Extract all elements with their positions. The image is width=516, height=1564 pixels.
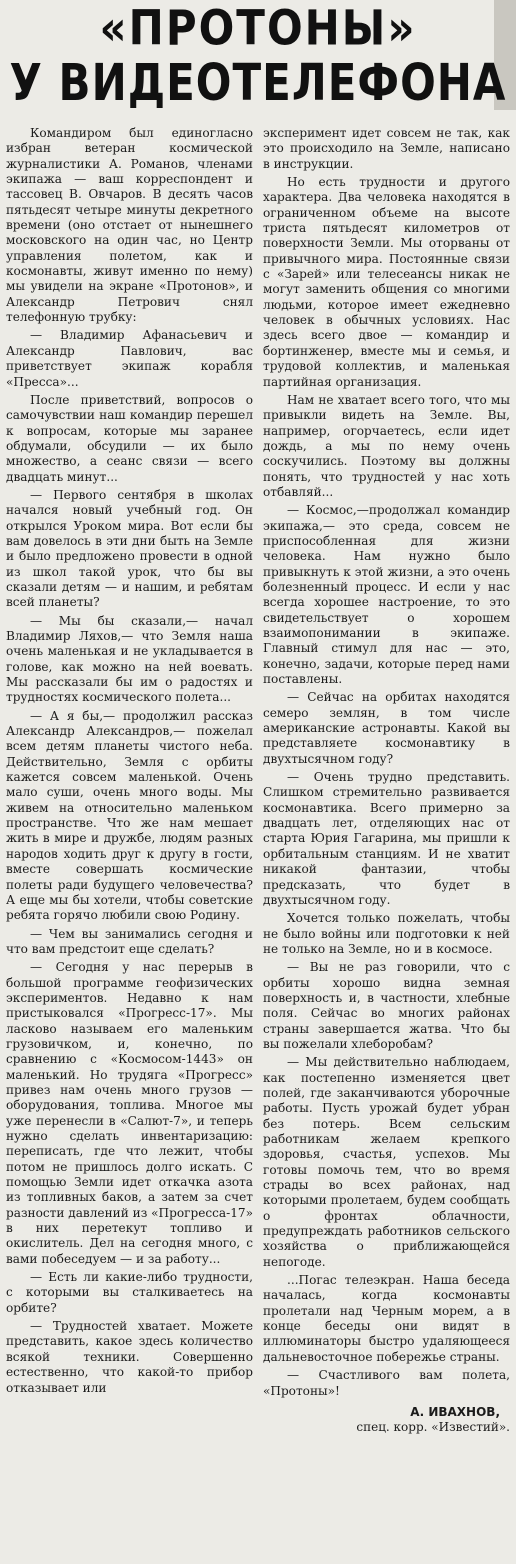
paragraph: — Сейчас на орбитах находятся семеро землян, в том числе американские астронавты. Какой вы представляете космонавтику в двухтысячном году? bbox=[263, 690, 510, 766]
paragraph: — Первого сентября в школах начался новый учебный год. Он открылся Уроком мира. Вот если бы вам довелось в эти дни быть на Земле и было предложено провести в одной из школ такой урок, что бы вы сказали детям — и нашим, и ребятам всей планеты? bbox=[6, 487, 253, 610]
article-body bbox=[6, 126, 510, 1436]
left-column bbox=[6, 126, 253, 1436]
paragraph: — Владимир Афанасьевич и Александр Павлович, вас приветствует экипаж корабля «Пресса»... bbox=[6, 328, 253, 389]
paragraph: Нам не хватает всего того, что мы привыкли видеть на Земле. Вы, например, огорчаетесь, если идет дождь, а мы по нему очень соскучились. Поэтому вы должны понять, что трудностей у нас хоть отбавляй... bbox=[263, 392, 510, 499]
paragraph: Но есть трудности и другого характера. Два человека находятся в ограниченном объеме на высоте триста пятьдесят километров от поверхности Земли. Мы оторваны от привычного мира. Постоянные связи с «Зарей» или телесеансы никак не могут заменить общения со многими людьми, которое имеет ежедневно человек в обычных условиях. Нас здесь всего двое — командир и бортинженер, вместе мы и семья, и трудовой коллектив, и маленькая партийная организация. bbox=[263, 175, 510, 389]
article-headline bbox=[6, 0, 510, 112]
paragraph: ...Погас телеэкран. Наша беседа началась, когда космонавты пролетали над Черным морем, а в конце беседы они видят в иллюминаторы быстро удаляющееся дальневосточное побережье страны. bbox=[263, 1273, 510, 1364]
paragraph: эксперимент идет совсем не так, как это происходило на Земле, написано в инструкции. bbox=[263, 126, 510, 171]
paragraph: — Трудностей хватает. Можете представить, какое здесь количество всякой техники. Совершенно естественно, что какой-то прибор отказывает или bbox=[6, 1319, 253, 1395]
author-signature bbox=[263, 1405, 510, 1436]
author-name: А. ИВАХНОВ, bbox=[410, 1404, 500, 1419]
paragraph: — Счастливого вам полета, «Протоны»! bbox=[263, 1368, 510, 1398]
paragraph: — Вы не раз говорили, что с орбиты хорошо видна земная поверхность и, в частности, хлебные поля. Сейчас во многих районах страны завершается жатва. Что бы вы пожелали хлеборобам? bbox=[263, 960, 510, 1051]
paragraph: — Чем вы занимались сегодня и что вам предстоит еще сделать? bbox=[6, 926, 253, 956]
paragraph: — Мы действительно наблюдаем, как постепенно изменяется цвет полей, где заканчиваются уборочные работы. Пусть урожай будет убран без потерь. Всем сельским работникам желаем крепкого здоровья, счастья, успехов. Мы готовы помочь тем, что во время страды во всех районах, над которыми пролетаем, будем сообщать о фронтах облачности, предупреждать работников сельского хозяйства о приближающейся непогоде. bbox=[263, 1055, 510, 1269]
headline-line-1: «ПРОТОНЫ» bbox=[99, 0, 417, 56]
paragraph: — Есть ли какие-либо трудности, с которыми вы сталкиваетесь на орбите? bbox=[6, 1270, 253, 1315]
paragraph: — Мы бы сказали,— начал Владимир Ляхов,— что Земля наша очень маленькая и не укладывается в голове, как можно на ней воевать. Мы рассказали бы им о радостях и трудностях космического полета... bbox=[6, 613, 253, 705]
paragraph: Хочется только пожелать, чтобы не было войны или подготовки к ней не только на Земле, но и в космосе. bbox=[263, 911, 510, 956]
paragraph: — А я бы,— продолжил рассказ Александр Александров,— пожелал всем детям планеты чистого неба. Действительно, Земля с орбиты кажется совсем маленькой. Очень мало суши, очень много воды. Мы живем на относительно маленьком пространстве. Что же нам мешает жить в мире и дружбе, людям разных народов ходить друг к другу в гости, вместе совершать космические полеты ради будущего человечества? А еще мы бы хотели, чтобы советские ребята горячо любили свою Родину. bbox=[6, 708, 253, 923]
right-column bbox=[263, 126, 510, 1436]
paragraph: После приветствий, вопросов о самочувствии наш командир перешел к вопросам, которые мы заранее обдумали, обсудили — их было множество, а сеанс связи — всего двадцать минут... bbox=[6, 392, 253, 484]
headline-line-2: У ВИДЕОТЕЛЕФОНА bbox=[9, 52, 507, 112]
paragraph: — Космос,—продолжал командир экипажа,— это среда, совсем не приспособленная для жизни человека. Нам нужно было привыкнуть к этой жизни, а это очень болезненный процесс. И если у нас всегда хорошее настроение, то это свидетельствует о хорошем взаимопонимании в экипаже. Главный стимул для нас — это, конечно, задачи, которые перед нами поставлены. bbox=[263, 503, 510, 687]
paragraph: Командиром был единогласно избран ветеран космической журналистики А. Романов, членами экипажа — ваш корреспондент и тассовец В. Овчаров. В десять часов пятьдесят четыре минуты декретного времени (оно отстает от нынешнего московского на один час, но Центр управления полетом, как и космонавты, живут именно по нему) мы увидели на экране «Протонов», и Александр Петрович снял телефонную трубку: bbox=[6, 126, 253, 325]
paragraph: — Сегодня у нас перерыв в большой программе геофизических экспериментов. Недавно к нам пристыковался «Прогресс-17». Мы ласково называем его маленьким грузовичком, и, конечно, по сравнению с «Космосом-1443» он маленький. Но трудяга «Прогресс» привез нам очень много грузов — оборудования, топлива. Многое мы уже перенесли в «Салют-7», и теперь нужно сделать инвентаризацию: переписать, где что лежит, чтобы потом не пришлось долго искать. С помощью Земли идет откачка азота из топливных баков, а затем за счет разности давлений из «Прогресса-17» в них перетекут топливо и окислитель. Дел на сегодня много, с вами побеседуем — и за работу... bbox=[6, 960, 253, 1266]
author-role: спец. корр. «Известий». bbox=[356, 1420, 510, 1435]
paragraph: — Очень трудно представить. Слишком стремительно развивается космонавтика. Всего примерно за двадцать лет, отделяющих нас от старта Юрия Гагарина, мы пришли к орбитальным станциям. И не хватит никакой фантазии, чтобы предсказать, что будет в двухтысячном году. bbox=[263, 770, 510, 907]
